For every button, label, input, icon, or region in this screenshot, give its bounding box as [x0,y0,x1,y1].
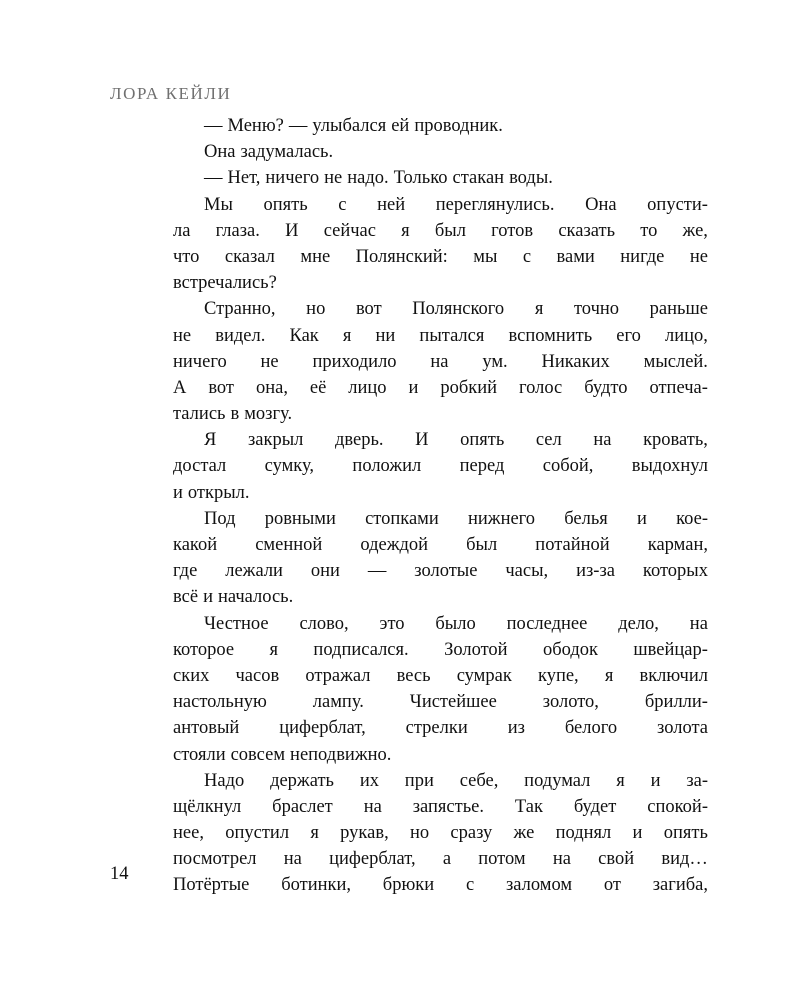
word: точно [573,299,620,320]
text-line [173,375,708,401]
word: циферблат, [329,849,416,870]
word: сказал [224,246,275,267]
word: началось. [217,587,294,608]
word: закрыл [247,430,304,451]
word: а [442,849,452,870]
word: всё [173,587,199,608]
word: часов [235,665,280,686]
word: ла [173,220,191,241]
word: купе, [537,665,579,686]
word: Только [393,168,448,189]
word: Под [204,508,236,529]
word: совсем [230,744,286,765]
word: и [173,482,183,503]
word: я [310,823,319,844]
word: белого [564,718,618,739]
word: заломом [505,875,573,896]
word: и [203,587,213,608]
word: отпеча- [649,377,708,398]
word: собой, [542,456,594,477]
word: сразу [450,823,493,844]
word: дело, [618,613,659,634]
body-text [173,113,708,899]
text-line [173,349,708,375]
word: лицо [348,377,387,398]
word: поднял [555,823,612,844]
word: брюки [382,875,435,896]
word: Нет, [227,168,261,189]
word: какой [173,535,218,555]
word: от [603,875,621,896]
word: опустил [225,823,290,844]
word: и [637,508,647,529]
word: стояли [173,744,226,765]
word: сел [535,430,562,451]
word: опусти- [647,194,708,215]
word: ей [391,116,410,136]
word: рукав, [340,823,389,844]
word: включил [639,665,708,686]
word: это [379,613,405,634]
word: надо. [347,168,389,189]
word: Полянский: [355,246,448,267]
word: готов [491,220,534,241]
text-line [173,715,708,741]
word: глаза. [215,220,260,241]
word: И [415,430,429,451]
word: его [616,325,641,346]
text-line [173,794,708,820]
word: опять [263,194,308,215]
word: они [310,561,340,582]
word: был [434,220,466,241]
word: настольную [173,692,267,713]
word: вот [355,299,382,320]
word: ботинки, [281,875,352,896]
word: слово, [299,613,349,634]
word: свой [598,849,635,870]
word: достал [173,456,227,477]
word: мыслей. [643,351,708,372]
word: Полянского [412,299,505,320]
text-line [173,244,708,270]
word: Меню? [227,116,284,136]
word: на [552,849,571,870]
text-line [173,113,708,139]
word: её [309,377,327,398]
word: с [522,246,532,267]
word: Она [585,194,617,215]
word: мы [473,246,498,267]
word: щёлкнул [173,796,242,817]
word: потом [478,849,526,870]
word: Золотой [444,639,508,660]
word: не [173,325,192,346]
word: опять [663,823,708,844]
word: которое [173,639,235,660]
word: загиба, [652,875,708,896]
word: мозгу. [244,404,293,425]
word: сменной [255,535,323,555]
word: положил [352,456,422,477]
word: лампу. [312,692,364,713]
text-line [173,558,708,584]
word: и [650,770,661,791]
word: я [269,639,279,660]
word: было [435,613,476,634]
word: антовый [173,718,240,739]
word: будто [584,377,628,398]
word: не [260,351,279,372]
word: весь [396,665,431,686]
word: же, [682,220,708,241]
word: Никаких [541,351,610,372]
word: их [359,770,379,791]
word: не [324,168,343,189]
word: но [409,823,430,844]
word: — [204,168,223,189]
word: Я [204,430,217,451]
word: золотые [414,561,478,582]
word: вот [208,377,235,398]
text-line [173,401,708,427]
word: и [408,377,419,398]
word: золота [657,718,708,739]
word: Надо [204,770,245,791]
word: на [689,613,708,634]
word: ничего [265,168,320,189]
word: потайной [535,535,610,555]
word: я [604,665,614,686]
text-line [173,323,708,349]
word: Так [514,796,543,817]
word: последнее [506,613,588,634]
word: с [465,875,475,896]
word: тались [173,404,226,425]
text-line [173,296,708,322]
word: вами [556,246,595,267]
word: Честное [204,613,269,634]
word: — [367,561,387,582]
word: она, [255,377,288,398]
word: одеждой [360,535,429,555]
word: раньше [649,299,708,320]
text-line [173,532,708,558]
text-line [173,689,708,715]
text-line [173,139,708,165]
word: золото, [542,692,599,713]
word: дверь. [334,430,384,451]
page-number: 14 [110,864,129,884]
word: лицо, [664,325,708,346]
text-line [173,480,708,506]
word: Странно, [204,299,276,320]
word: сумку, [264,456,315,477]
word: я [401,220,410,241]
word: нигде [620,246,665,267]
word: себе, [459,770,499,791]
text-line [173,637,708,663]
word: голос [518,377,563,398]
word: спокой- [647,796,708,817]
word: будет [573,796,617,817]
word: — [204,116,223,136]
text-line [173,165,708,191]
word: я [616,770,625,791]
word: часы, [505,561,549,582]
text-line [173,427,708,453]
text-line [173,663,708,689]
word: но [306,299,326,320]
word: не [689,246,708,267]
word: из-за [576,561,615,582]
word: вид… [661,849,708,870]
word: И [285,220,299,241]
text-line [173,872,708,898]
word: нее, [173,823,204,844]
word: кровать, [643,430,708,451]
word: сейчас [323,220,376,241]
word: и [632,823,643,844]
word: же [513,823,535,844]
word: ум. [482,351,508,372]
word: подписался. [313,639,409,660]
word: я [342,325,352,346]
text-line [173,218,708,244]
word: подумал [524,770,591,791]
word: швейцар- [633,639,708,660]
word: неподвижно. [290,744,392,765]
running-head-author: ЛОРА КЕЙЛИ [110,84,232,103]
text-line [173,768,708,794]
text-line [173,584,708,610]
text-line [173,506,708,532]
word: браслет [272,796,333,817]
word: за- [686,770,708,791]
word: выдохнул [631,456,708,477]
word: встречались? [173,273,277,294]
word: циферблат, [279,718,366,739]
word: запястье. [412,796,484,817]
word: на [430,351,449,372]
word: где [173,561,198,582]
word: открыл. [187,482,250,503]
word: на [363,796,382,817]
word: — [288,116,308,136]
word: стопками [365,508,439,529]
word: ских [173,665,210,686]
word: был [466,535,498,555]
word: вспомнить [508,325,593,346]
word: в [230,404,240,425]
text-line [173,611,708,637]
word: ничего [173,351,227,372]
word: воды. [509,168,553,189]
word: белья [564,508,608,529]
word: перед [459,456,505,477]
word: Потёртые [173,875,250,896]
word: ровными [264,508,336,529]
word: задумалась. [240,142,334,163]
word: Как [289,325,319,346]
word: которых [642,561,708,582]
word: переглянулись. [435,194,555,215]
text-line [173,270,708,296]
word: из [507,718,525,739]
word: на [283,849,302,870]
word: нижнего [467,508,536,529]
text-line [173,820,708,846]
text-line [173,192,708,218]
word: стрелки [405,718,468,739]
word: при [404,770,434,791]
word: опять [460,430,505,451]
word: мне [300,246,331,267]
text-line [173,453,708,479]
word: пытался [419,325,485,346]
word: улыбался [312,116,387,136]
word: робкий [440,377,498,398]
word: Она [204,142,236,163]
word: ней [377,194,406,215]
word: то [640,220,658,241]
word: видел. [215,325,266,346]
word: с [338,194,347,215]
word: Чистейшее [409,692,497,713]
text-line [173,742,708,768]
word: стакан [452,168,505,189]
word: лежали [225,561,283,582]
word: на [593,430,612,451]
word: Мы [204,194,233,215]
word: А [173,377,187,398]
text-line [173,846,708,872]
word: сказать [558,220,616,241]
word: держать [270,770,334,791]
word: ободок [542,639,599,660]
word: посмотрел [173,849,257,870]
word: что [173,246,200,267]
word: сумрак [456,665,512,686]
word: брилли- [644,692,708,713]
word: ни [375,325,396,346]
word: кое- [676,508,708,529]
word: я [534,299,544,320]
word: карман, [647,535,708,555]
word: отражал [305,665,371,686]
word: проводник. [414,116,503,136]
word: приходило [312,351,397,372]
